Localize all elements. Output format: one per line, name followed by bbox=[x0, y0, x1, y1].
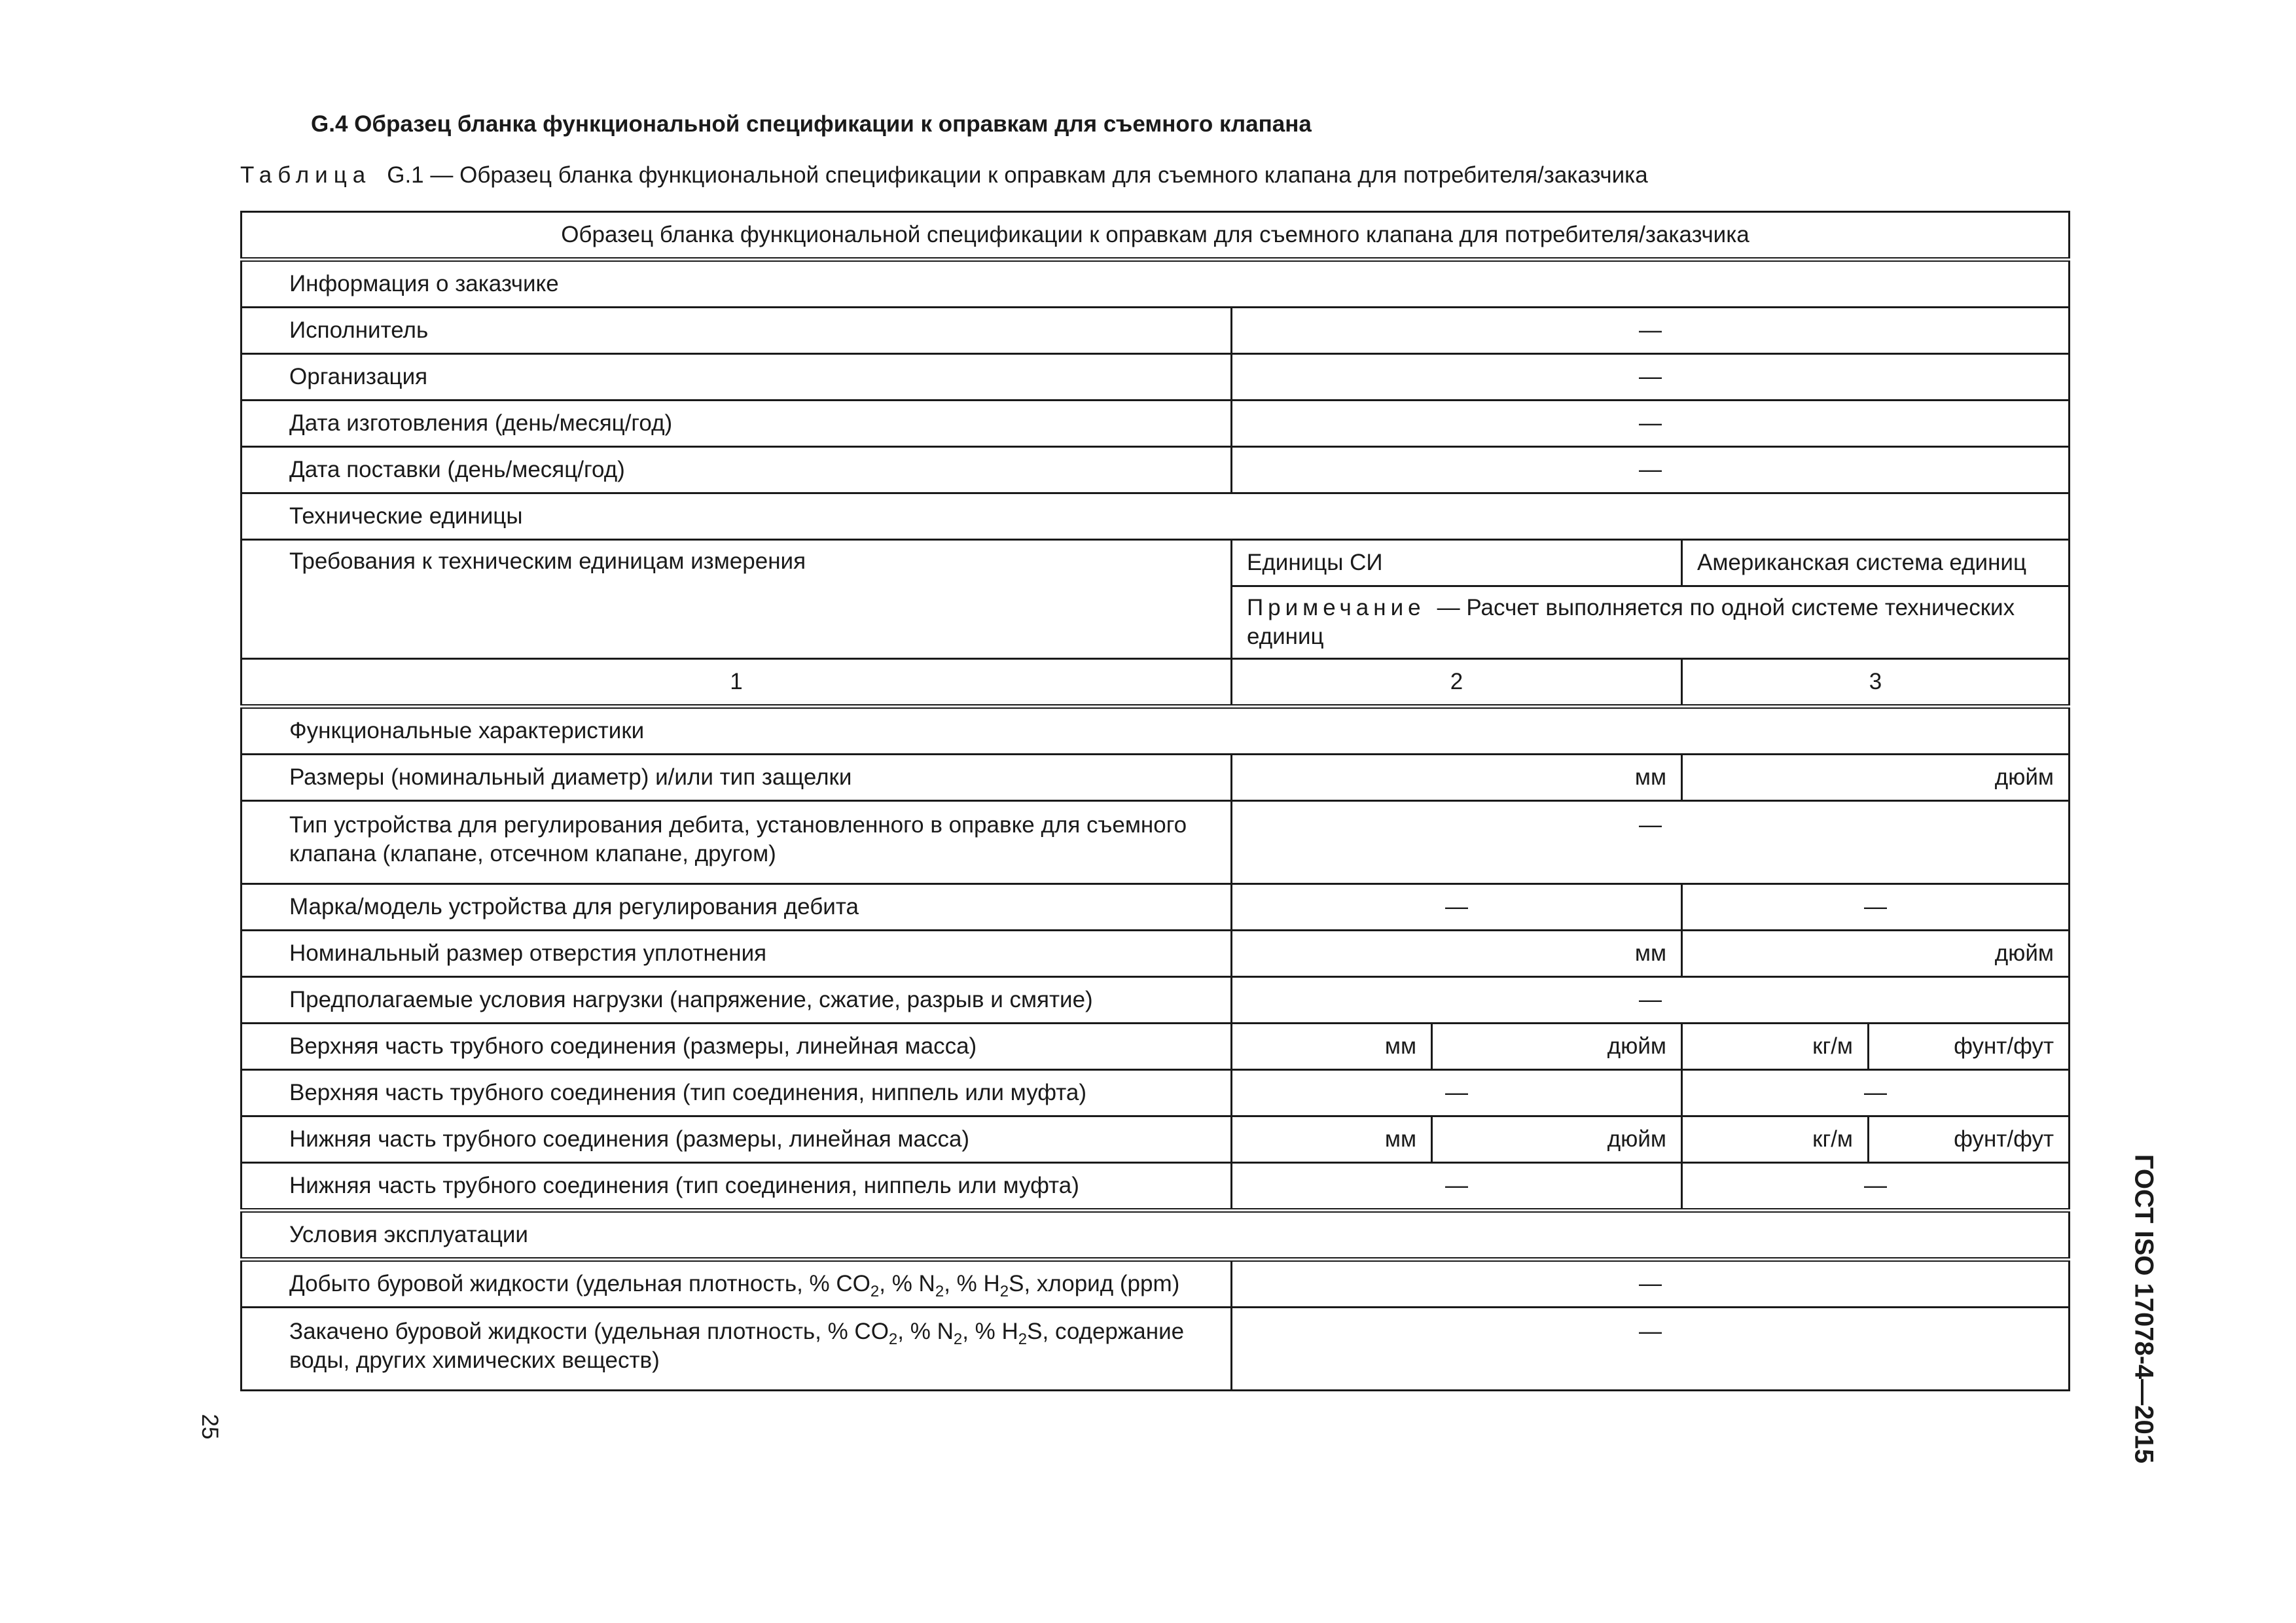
section-row bbox=[242, 1211, 2070, 1260]
section-row bbox=[242, 493, 2070, 540]
table-row bbox=[242, 931, 2070, 977]
text: , % H bbox=[944, 1271, 1000, 1296]
value-cell-mm[interactable]: мм bbox=[1232, 1024, 1432, 1070]
value-cell[interactable]: — bbox=[1682, 1070, 2070, 1116]
text: , % N bbox=[897, 1319, 954, 1344]
row-label-executor: Исполнитель bbox=[242, 308, 1232, 354]
section-row bbox=[242, 707, 2070, 755]
table-title-row bbox=[242, 212, 2070, 260]
section-operating-conditions: Условия эксплуатации bbox=[242, 1211, 2070, 1260]
subscript: 2 bbox=[999, 1283, 1009, 1300]
column-number-1: 1 bbox=[242, 659, 1232, 707]
table-row bbox=[242, 1116, 2070, 1163]
value-cell-kgm[interactable]: кг/м bbox=[1682, 1116, 1869, 1163]
row-label-seal-bore-size: Номинальный размер отверстия уплотнения bbox=[242, 931, 1232, 977]
table-row bbox=[242, 1260, 2070, 1308]
document-number-text: ГОСТ ISO 17078-4—2015 bbox=[2129, 1154, 2159, 1464]
value-cell[interactable]: — bbox=[1232, 354, 2070, 401]
table-row bbox=[242, 801, 2070, 884]
value-cell[interactable]: — bbox=[1232, 977, 2070, 1024]
value-cell-mm[interactable]: мм bbox=[1232, 1116, 1432, 1163]
text: Добыто буровой жидкости (удельная плотность, % CO bbox=[289, 1271, 870, 1296]
value-cell-inch[interactable]: дюйм bbox=[1682, 931, 2070, 977]
value-cell[interactable]: — bbox=[1232, 1308, 2070, 1391]
table-row bbox=[242, 401, 2070, 447]
table-row bbox=[242, 1070, 2070, 1116]
subscript: 2 bbox=[935, 1283, 944, 1300]
text: S, хлорид (ppm) bbox=[1009, 1271, 1180, 1296]
table-title: Образец бланка функциональной спецификации к оправкам для съемного клапана для потребителя/заказчика bbox=[242, 212, 2070, 260]
value-cell[interactable]: — bbox=[1232, 1260, 2070, 1308]
table-row bbox=[242, 1163, 2070, 1211]
text: , % N bbox=[879, 1271, 935, 1296]
section-technical-units: Технические единицы bbox=[242, 493, 2070, 540]
value-cell[interactable]: — bbox=[1682, 884, 2070, 931]
caption-text: G.1 — Образец бланка функциональной спецификации к оправкам для съемного клапана для потребителя/заказчика bbox=[387, 162, 1648, 188]
subscript: 2 bbox=[870, 1283, 880, 1300]
note-label: Примечание bbox=[1247, 595, 1426, 620]
row-label-injected-fluid bbox=[242, 1308, 1232, 1391]
row-label-delivery-date: Дата поставки (день/месяц/год) bbox=[242, 447, 1232, 493]
value-cell-inch[interactable]: дюйм bbox=[1432, 1024, 1682, 1070]
text: , % H bbox=[962, 1319, 1018, 1344]
row-label-lower-connection-type: Нижняя часть трубного соединения (тип соединения, ниппель или муфта) bbox=[242, 1163, 1232, 1211]
table-row bbox=[242, 977, 2070, 1024]
section-customer-info: Информация о заказчике bbox=[242, 260, 2070, 308]
text: Закачено буровой жидкости (удельная плотность, % CO bbox=[289, 1319, 889, 1344]
text: S, содержание воды, других химических веществ) bbox=[289, 1319, 1185, 1373]
document-number bbox=[2121, 1113, 2166, 1505]
si-units-option[interactable]: Единицы СИ bbox=[1232, 540, 1682, 586]
table-row bbox=[242, 1024, 2070, 1070]
units-note bbox=[1232, 586, 2070, 659]
table-row bbox=[242, 884, 2070, 931]
row-label-size-latch: Размеры (номинальный диаметр) и/или тип защелки bbox=[242, 755, 1232, 801]
page-number-text: 25 bbox=[197, 1414, 223, 1440]
value-cell[interactable]: — bbox=[1232, 1163, 1682, 1211]
value-cell-kgm[interactable]: кг/м bbox=[1682, 1024, 1869, 1070]
row-label-produced-fluid bbox=[242, 1260, 1232, 1308]
value-cell-lbft[interactable]: фунт/фут bbox=[1869, 1116, 2070, 1163]
row-label-lower-connection-size: Нижняя часть трубного соединения (размеры, линейная масса) bbox=[242, 1116, 1232, 1163]
value-cell[interactable]: — bbox=[1232, 884, 1682, 931]
row-label-flow-device-type: Тип устройства для регулирования дебита, установленного в оправке для съемного клапана (клапане, отсечном клапане, другом) bbox=[242, 801, 1232, 884]
page-number bbox=[190, 1400, 229, 1453]
section-functional: Функциональные характеристики bbox=[242, 707, 2070, 755]
section-row bbox=[242, 260, 2070, 308]
value-cell[interactable]: — bbox=[1232, 801, 2070, 884]
value-cell-inch[interactable]: дюйм bbox=[1682, 755, 2070, 801]
note-text: — Расчет выполняется по одной системе технических единиц bbox=[1247, 595, 2015, 649]
table-row bbox=[242, 755, 2070, 801]
specification-table bbox=[240, 211, 2070, 1391]
row-label-flow-device-brand: Марка/модель устройства для регулирования дебита bbox=[242, 884, 1232, 931]
row-label-upper-connection-type: Верхняя часть трубного соединения (тип соединения, ниппель или муфта) bbox=[242, 1070, 1232, 1116]
table-row bbox=[242, 1308, 2070, 1391]
value-cell[interactable]: — bbox=[1232, 1070, 1682, 1116]
table-caption bbox=[240, 162, 1648, 188]
table-row bbox=[242, 308, 2070, 354]
column-number-3: 3 bbox=[1682, 659, 2070, 707]
table-row bbox=[242, 447, 2070, 493]
row-label-organization: Организация bbox=[242, 354, 1232, 401]
subscript: 2 bbox=[1018, 1330, 1028, 1348]
value-cell[interactable]: — bbox=[1232, 401, 2070, 447]
value-cell-mm[interactable]: мм bbox=[1232, 931, 1682, 977]
table-row bbox=[242, 540, 2070, 586]
row-label-upper-connection-size: Верхняя часть трубного соединения (размеры, линейная масса) bbox=[242, 1024, 1232, 1070]
table-row bbox=[242, 354, 2070, 401]
column-number-row bbox=[242, 659, 2070, 707]
us-units-option[interactable]: Американская система единиц bbox=[1682, 540, 2070, 586]
subscript: 2 bbox=[888, 1330, 898, 1348]
value-cell[interactable]: — bbox=[1682, 1163, 2070, 1211]
row-label-load-conditions: Предполагаемые условия нагрузки (напряжение, сжатие, разрыв и смятие) bbox=[242, 977, 1232, 1024]
value-cell-inch[interactable]: дюйм bbox=[1432, 1116, 1682, 1163]
section-heading: G.4 Образец бланка функциональной спецификации к оправкам для съемного клапана bbox=[311, 111, 1312, 137]
column-number-2: 2 bbox=[1232, 659, 1682, 707]
row-label-manufacture-date: Дата изготовления (день/месяц/год) bbox=[242, 401, 1232, 447]
subscript: 2 bbox=[953, 1330, 963, 1348]
row-label-units-requirements: Требования к техническим единицам измерения bbox=[242, 540, 1232, 659]
value-cell[interactable]: — bbox=[1232, 308, 2070, 354]
value-cell-mm[interactable]: мм bbox=[1232, 755, 1682, 801]
caption-prefix: Таблица bbox=[240, 162, 372, 188]
value-cell[interactable]: — bbox=[1232, 447, 2070, 493]
value-cell-lbft[interactable]: фунт/фут bbox=[1869, 1024, 2070, 1070]
